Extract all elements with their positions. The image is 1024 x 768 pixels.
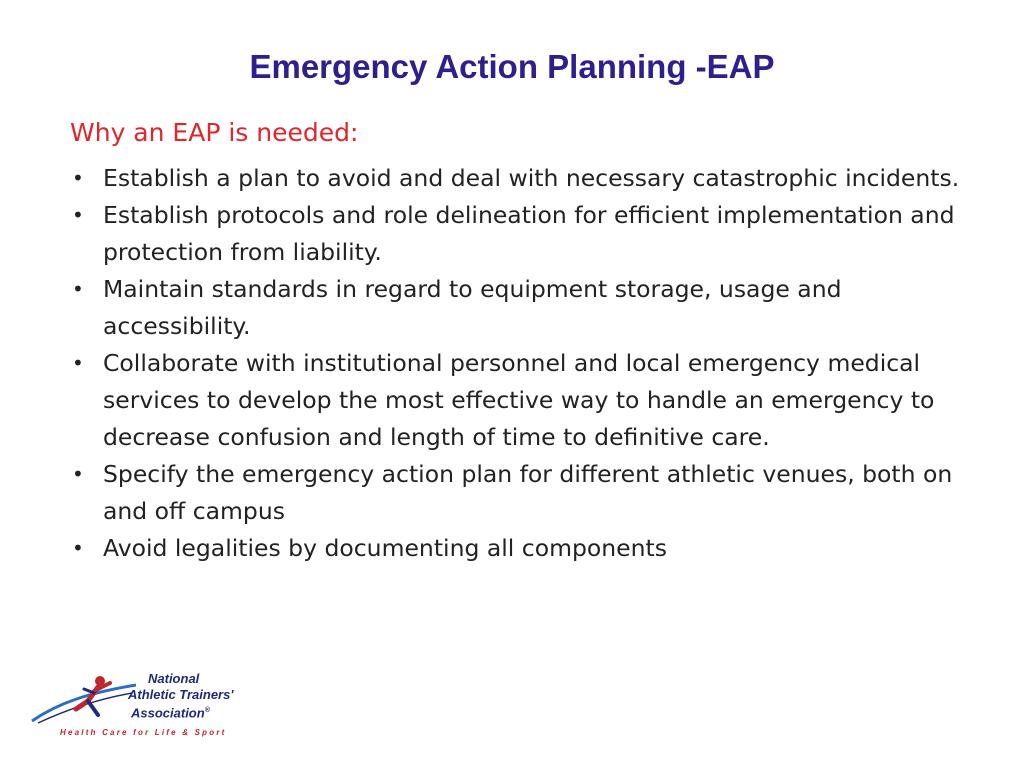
slide-title: Emergency Action Planning -EAP [249, 48, 775, 85]
bullet-icon: • [72, 462, 84, 486]
bullet-icon: • [72, 351, 84, 375]
bullet-text: Establish protocols and role delineation for efficient implementation and protection from liability. [103, 201, 955, 266]
bullet-item [70, 160, 970, 197]
slide-subtitle: Why an EAP is needed: [70, 118, 359, 147]
bullet-text: Maintain standards in regard to equipment storage, usage and accessibility. [103, 275, 842, 340]
bullet-item [70, 456, 970, 530]
bullet-item [70, 271, 970, 345]
bullet-text: Specify the emergency action plan for different athletic venues, both on and off campus [103, 460, 953, 525]
nata-logo [28, 663, 293, 748]
bullet-item [70, 345, 970, 456]
registered-mark: ® [204, 707, 210, 714]
bullet-icon: • [72, 203, 84, 227]
logo-line-2: Athletic Trainers' [128, 687, 234, 702]
bullet-icon: • [72, 277, 84, 301]
athlete-figure-icon [28, 663, 138, 733]
logo-tagline: Health Care for Life & Sport [60, 728, 227, 737]
bullet-list [70, 160, 970, 567]
bullet-item [70, 197, 970, 271]
logo-line-3 [131, 703, 210, 720]
bullet-item [70, 530, 970, 567]
bullet-icon: • [72, 536, 84, 560]
bullet-text: Establish a plan to avoid and deal with necessary catastrophic incidents. [103, 164, 960, 192]
logo-line-1: National [148, 671, 200, 686]
bullet-text: Collaborate with institutional personnel and local emergency medical services to develop the most effective way to handle an emergency to decrease confusion and length of time to definitive care. [103, 349, 935, 451]
bullet-text: Avoid legalities by documenting all components [103, 534, 667, 562]
logo-association: Association [131, 705, 205, 721]
bullet-icon: • [72, 166, 84, 190]
